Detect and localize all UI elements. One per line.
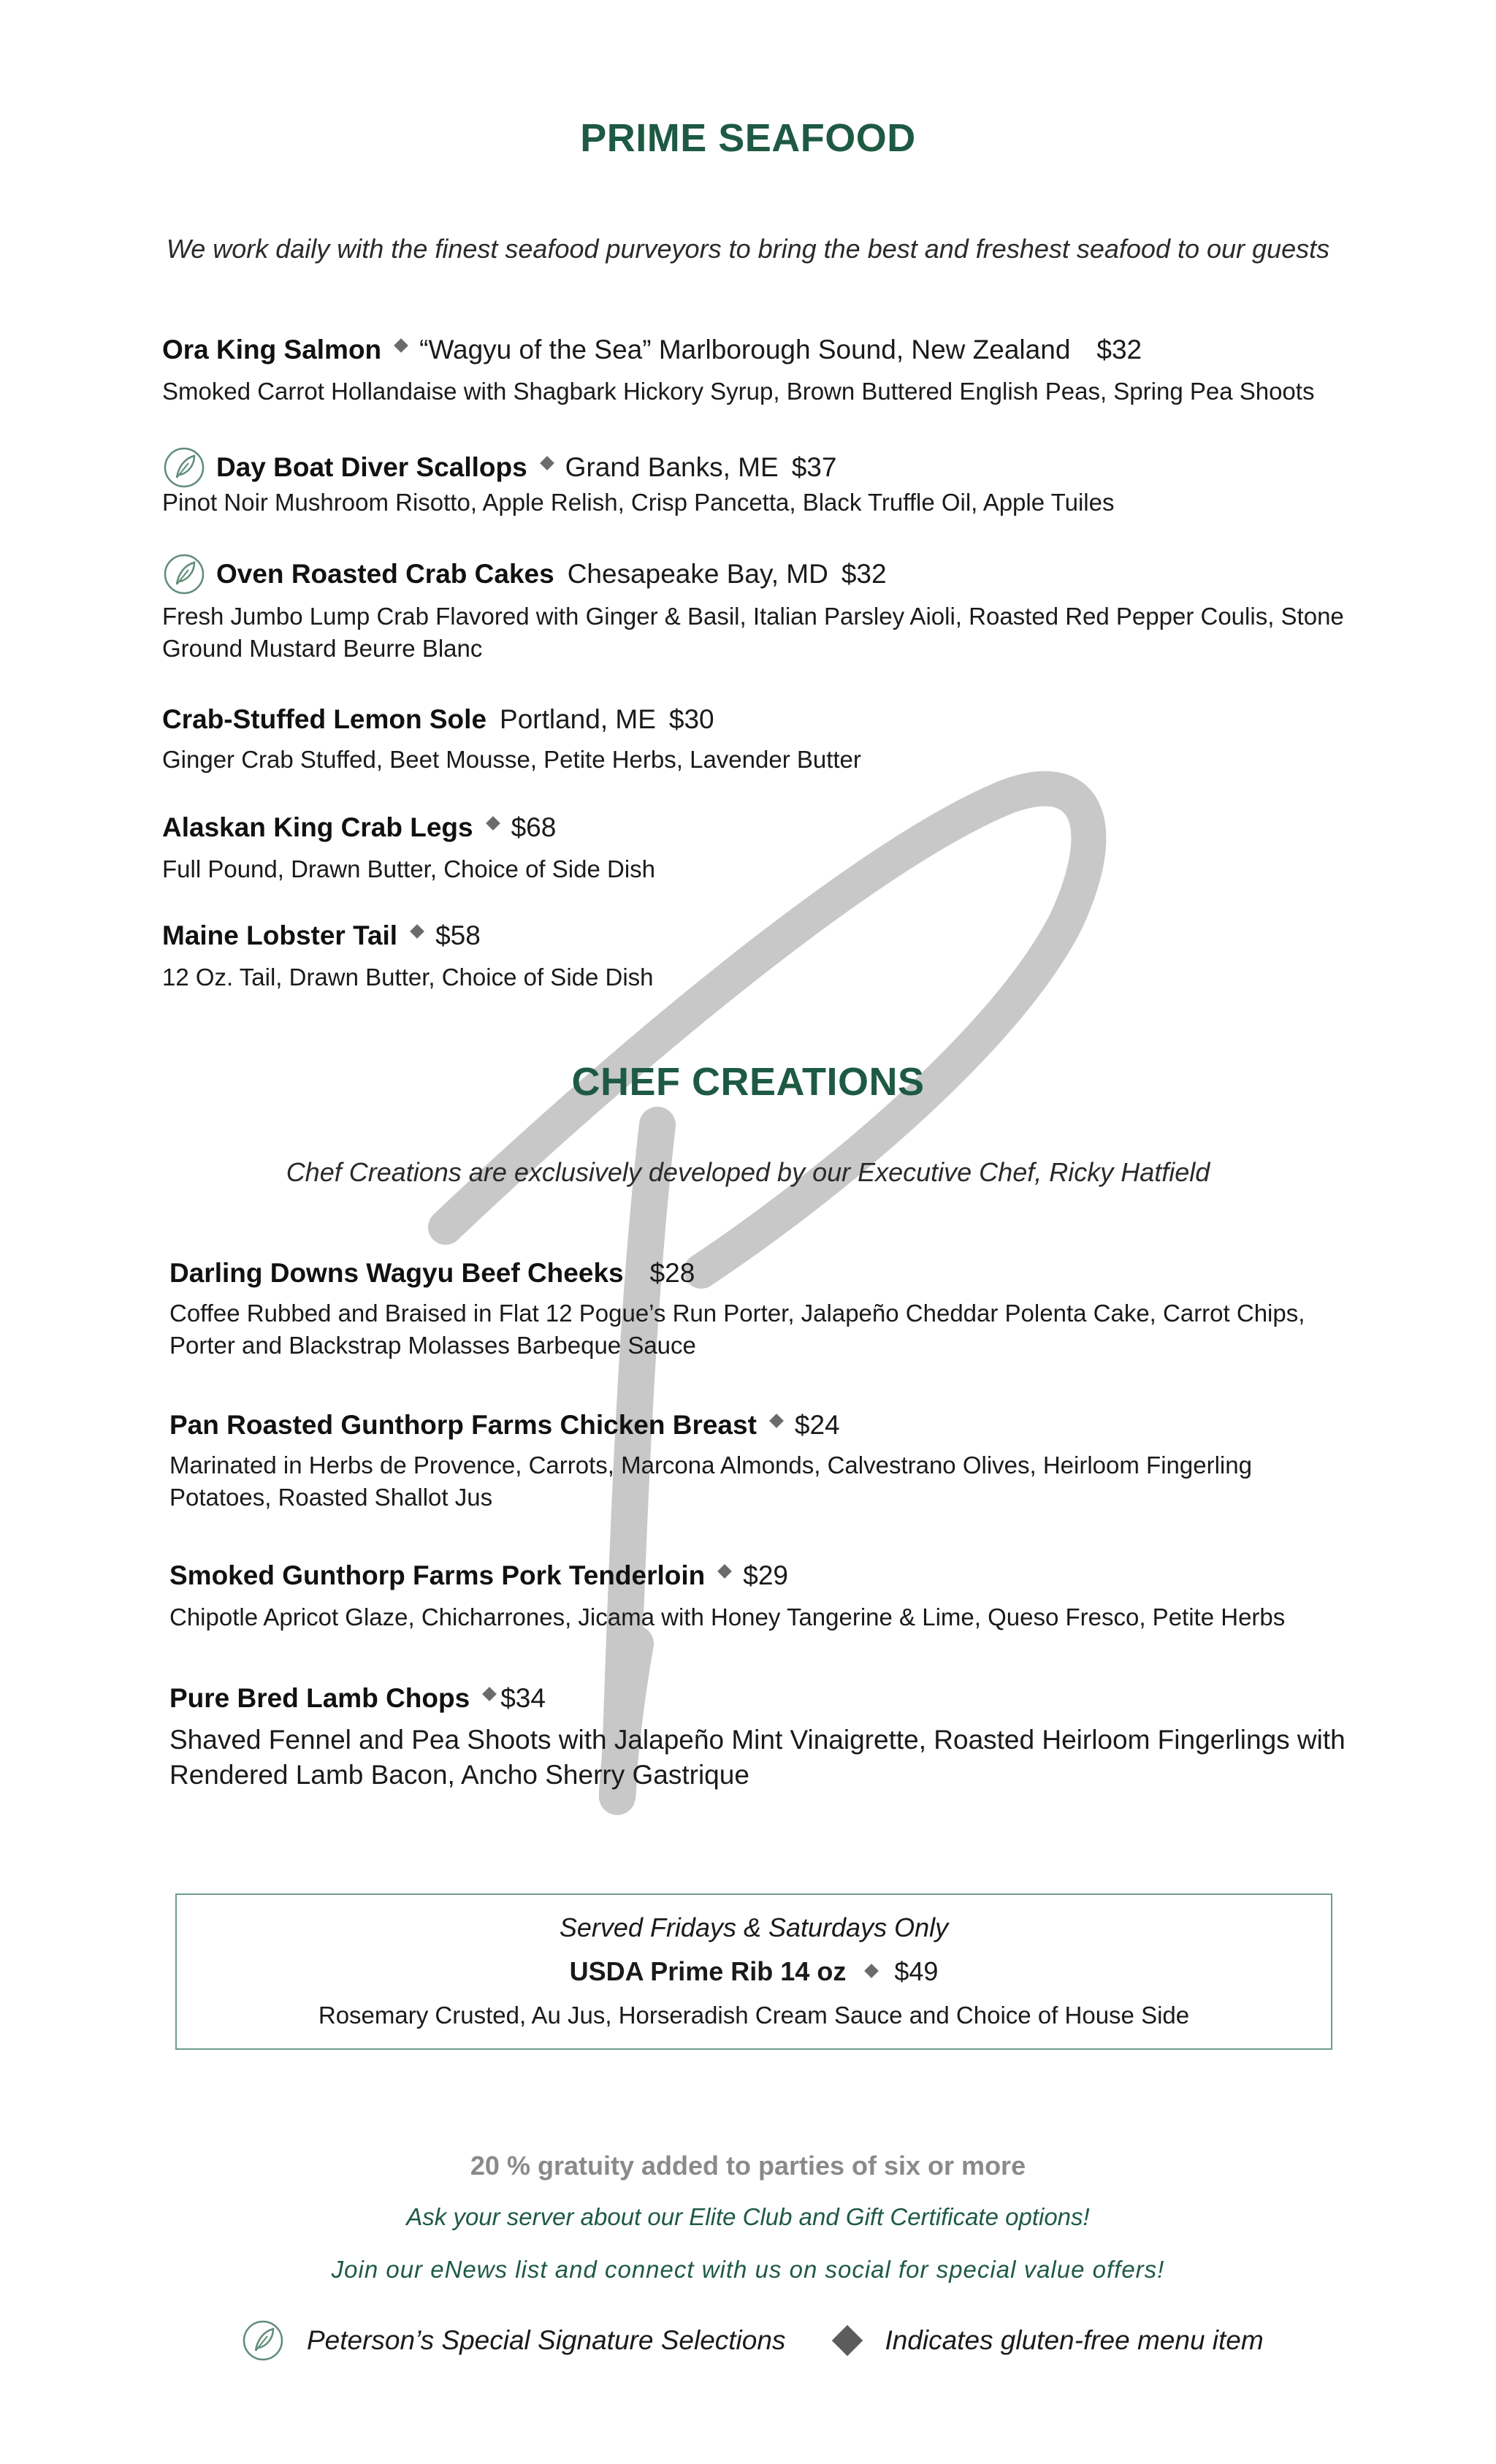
- special-description: Rosemary Crusted, Au Jus, Horseradish Cream Sauce and Choice of House Side: [318, 2002, 1190, 2029]
- menu-item-origin: Portland, ME: [500, 704, 656, 734]
- section-title-prime-seafood: PRIME SEAFOOD: [580, 116, 916, 160]
- menu-item-name: Day Boat Diver Scallops: [216, 452, 527, 482]
- menu-item-origin: “Wagyu of the Sea” Marlborough Sound, New Zealand: [419, 335, 1071, 365]
- special-name: USDA Prime Rib 14 oz: [569, 1956, 847, 1986]
- menu-item-price: $32: [841, 559, 887, 589]
- leaf-signature-icon: [241, 2319, 285, 2362]
- menu-item-title: [162, 704, 714, 735]
- menu-item-name: Crab-Stuffed Lemon Sole: [162, 704, 487, 734]
- enews-note: Join our eNews list and connect with us on social for special value offers!: [331, 2256, 1165, 2283]
- diamond-icon: [540, 456, 554, 470]
- menu-item-description: Smoked Carrot Hollandaise with Shagbark Hickory Syrup, Brown Buttered English Peas, Spring Pea Shoots: [162, 378, 1315, 405]
- section-intro-prime-seafood: We work daily with the finest seafood purveyors to bring the best and freshest seafood to our guests: [166, 234, 1330, 264]
- legend-gluten-free-text: Indicates gluten-free menu item: [885, 2325, 1264, 2355]
- diamond-icon: [769, 1414, 784, 1428]
- special-box: [175, 1893, 1332, 2050]
- menu-item-title: [162, 920, 481, 951]
- diamond-icon: [832, 2325, 863, 2356]
- menu-item-title: [169, 1683, 546, 1714]
- menu-item-title: [162, 552, 887, 596]
- menu-item-name: Smoked Gunthorp Farms Pork Tenderloin: [169, 1560, 706, 1590]
- menu-item-price: $24: [794, 1410, 840, 1440]
- menu-item-name: Maine Lobster Tail: [162, 920, 398, 950]
- menu-item-title: [169, 1560, 788, 1591]
- menu-item-description: Pinot Noir Mushroom Risotto, Apple Relish, Crisp Pancetta, Black Truffle Oil, Apple Tuiles: [162, 489, 1115, 516]
- special-title: [177, 1956, 1331, 1987]
- menu-item-description: Coffee Rubbed and Braised in Flat 12 Pogue’s Run Porter, Jalapeño Cheddar Polenta Cake, Carrot Chips, Porter and Blackstrap Molasses Barbeque Sauce: [169, 1300, 1305, 1359]
- menu-item-price: $37: [791, 452, 837, 482]
- legend-signature-text: Peterson’s Special Signature Selections: [307, 2325, 786, 2355]
- menu-item-description: Chipotle Apricot Glaze, Chicharrones, Jicama with Honey Tangerine & Lime, Queso Fresco, Petite Herbs: [169, 1603, 1286, 1630]
- menu-item-description: 12 Oz. Tail, Drawn Butter, Choice of Side Dish: [162, 964, 654, 991]
- menu-item-origin: Grand Banks, ME: [565, 452, 779, 482]
- menu-item-description: Full Pound, Drawn Butter, Choice of Side Dish: [162, 855, 656, 882]
- menu-item-name: Alaskan King Crab Legs: [162, 812, 473, 842]
- menu-item-name: Pure Bred Lamb Chops: [169, 1683, 470, 1713]
- diamond-icon: [717, 1564, 732, 1579]
- leaf-signature-icon: [162, 446, 206, 489]
- legend: [241, 2319, 1264, 2362]
- menu-item-price: $34: [500, 1683, 546, 1713]
- menu-item-name: Ora King Salmon: [162, 335, 382, 365]
- menu-item-price: $28: [649, 1258, 695, 1288]
- section-intro-chef-creations: Chef Creations are exclusively developed by our Executive Chef, Ricky Hatfield: [286, 1157, 1210, 1187]
- menu-item-name: Pan Roasted Gunthorp Farms Chicken Breast: [169, 1410, 757, 1440]
- menu-item-title: [162, 812, 556, 843]
- menu-item-title: [162, 335, 1142, 365]
- diamond-icon: [486, 816, 500, 831]
- menu-item-origin: Chesapeake Bay, MD: [567, 559, 828, 589]
- menu-item-name: Darling Downs Wagyu Beef Cheeks: [169, 1258, 624, 1288]
- menu-item-title: [162, 446, 836, 489]
- diamond-icon: [482, 1687, 497, 1701]
- leaf-signature-icon: [162, 552, 206, 596]
- diamond-icon: [410, 924, 424, 939]
- menu-item-title: [169, 1258, 695, 1289]
- gratuity-note: 20 % gratuity added to parties of six or more: [470, 2151, 1026, 2181]
- menu-item-description: Shaved Fennel and Pea Shoots with Jalapeño Mint Vinaigrette, Roasted Heirloom Fingerlings with Rendered Lamb Bacon, Ancho Sherry Gastrique: [169, 1725, 1346, 1790]
- menu-item-description: Ginger Crab Stuffed, Beet Mousse, Petite Herbs, Lavender Butter: [162, 746, 861, 773]
- section-title-chef-creations: CHEF CREATIONS: [571, 1060, 925, 1104]
- menu-item-price: $32: [1096, 335, 1142, 365]
- menu-item-description: Marinated in Herbs de Provence, Carrots, Marcona Almonds, Calvestrano Olives, Heirloom Fingerling Potatoes, Roasted Shallot Jus: [169, 1452, 1252, 1511]
- menu-item-description: Fresh Jumbo Lump Crab Flavored with Ginger & Basil, Italian Parsley Aioli, Roasted Red Pepper Coulis, Stone Ground Mustard Beurre Blanc: [162, 603, 1344, 662]
- special-availability: Served Fridays & Saturdays Only: [559, 1912, 949, 1942]
- menu-item-price: $58: [435, 920, 481, 950]
- diamond-icon: [394, 338, 408, 353]
- menu-item-price: $29: [743, 1560, 788, 1590]
- menu-item-title: [169, 1410, 840, 1441]
- elite-club-note: Ask your server about our Elite Club and Gift Certificate options!: [406, 2203, 1090, 2230]
- diamond-icon: [864, 1964, 879, 1978]
- menu-item-price: $30: [668, 704, 714, 734]
- menu-item-name: Oven Roasted Crab Cakes: [216, 559, 554, 589]
- menu-item-price: $68: [511, 812, 557, 842]
- special-price: $49: [894, 1956, 939, 1986]
